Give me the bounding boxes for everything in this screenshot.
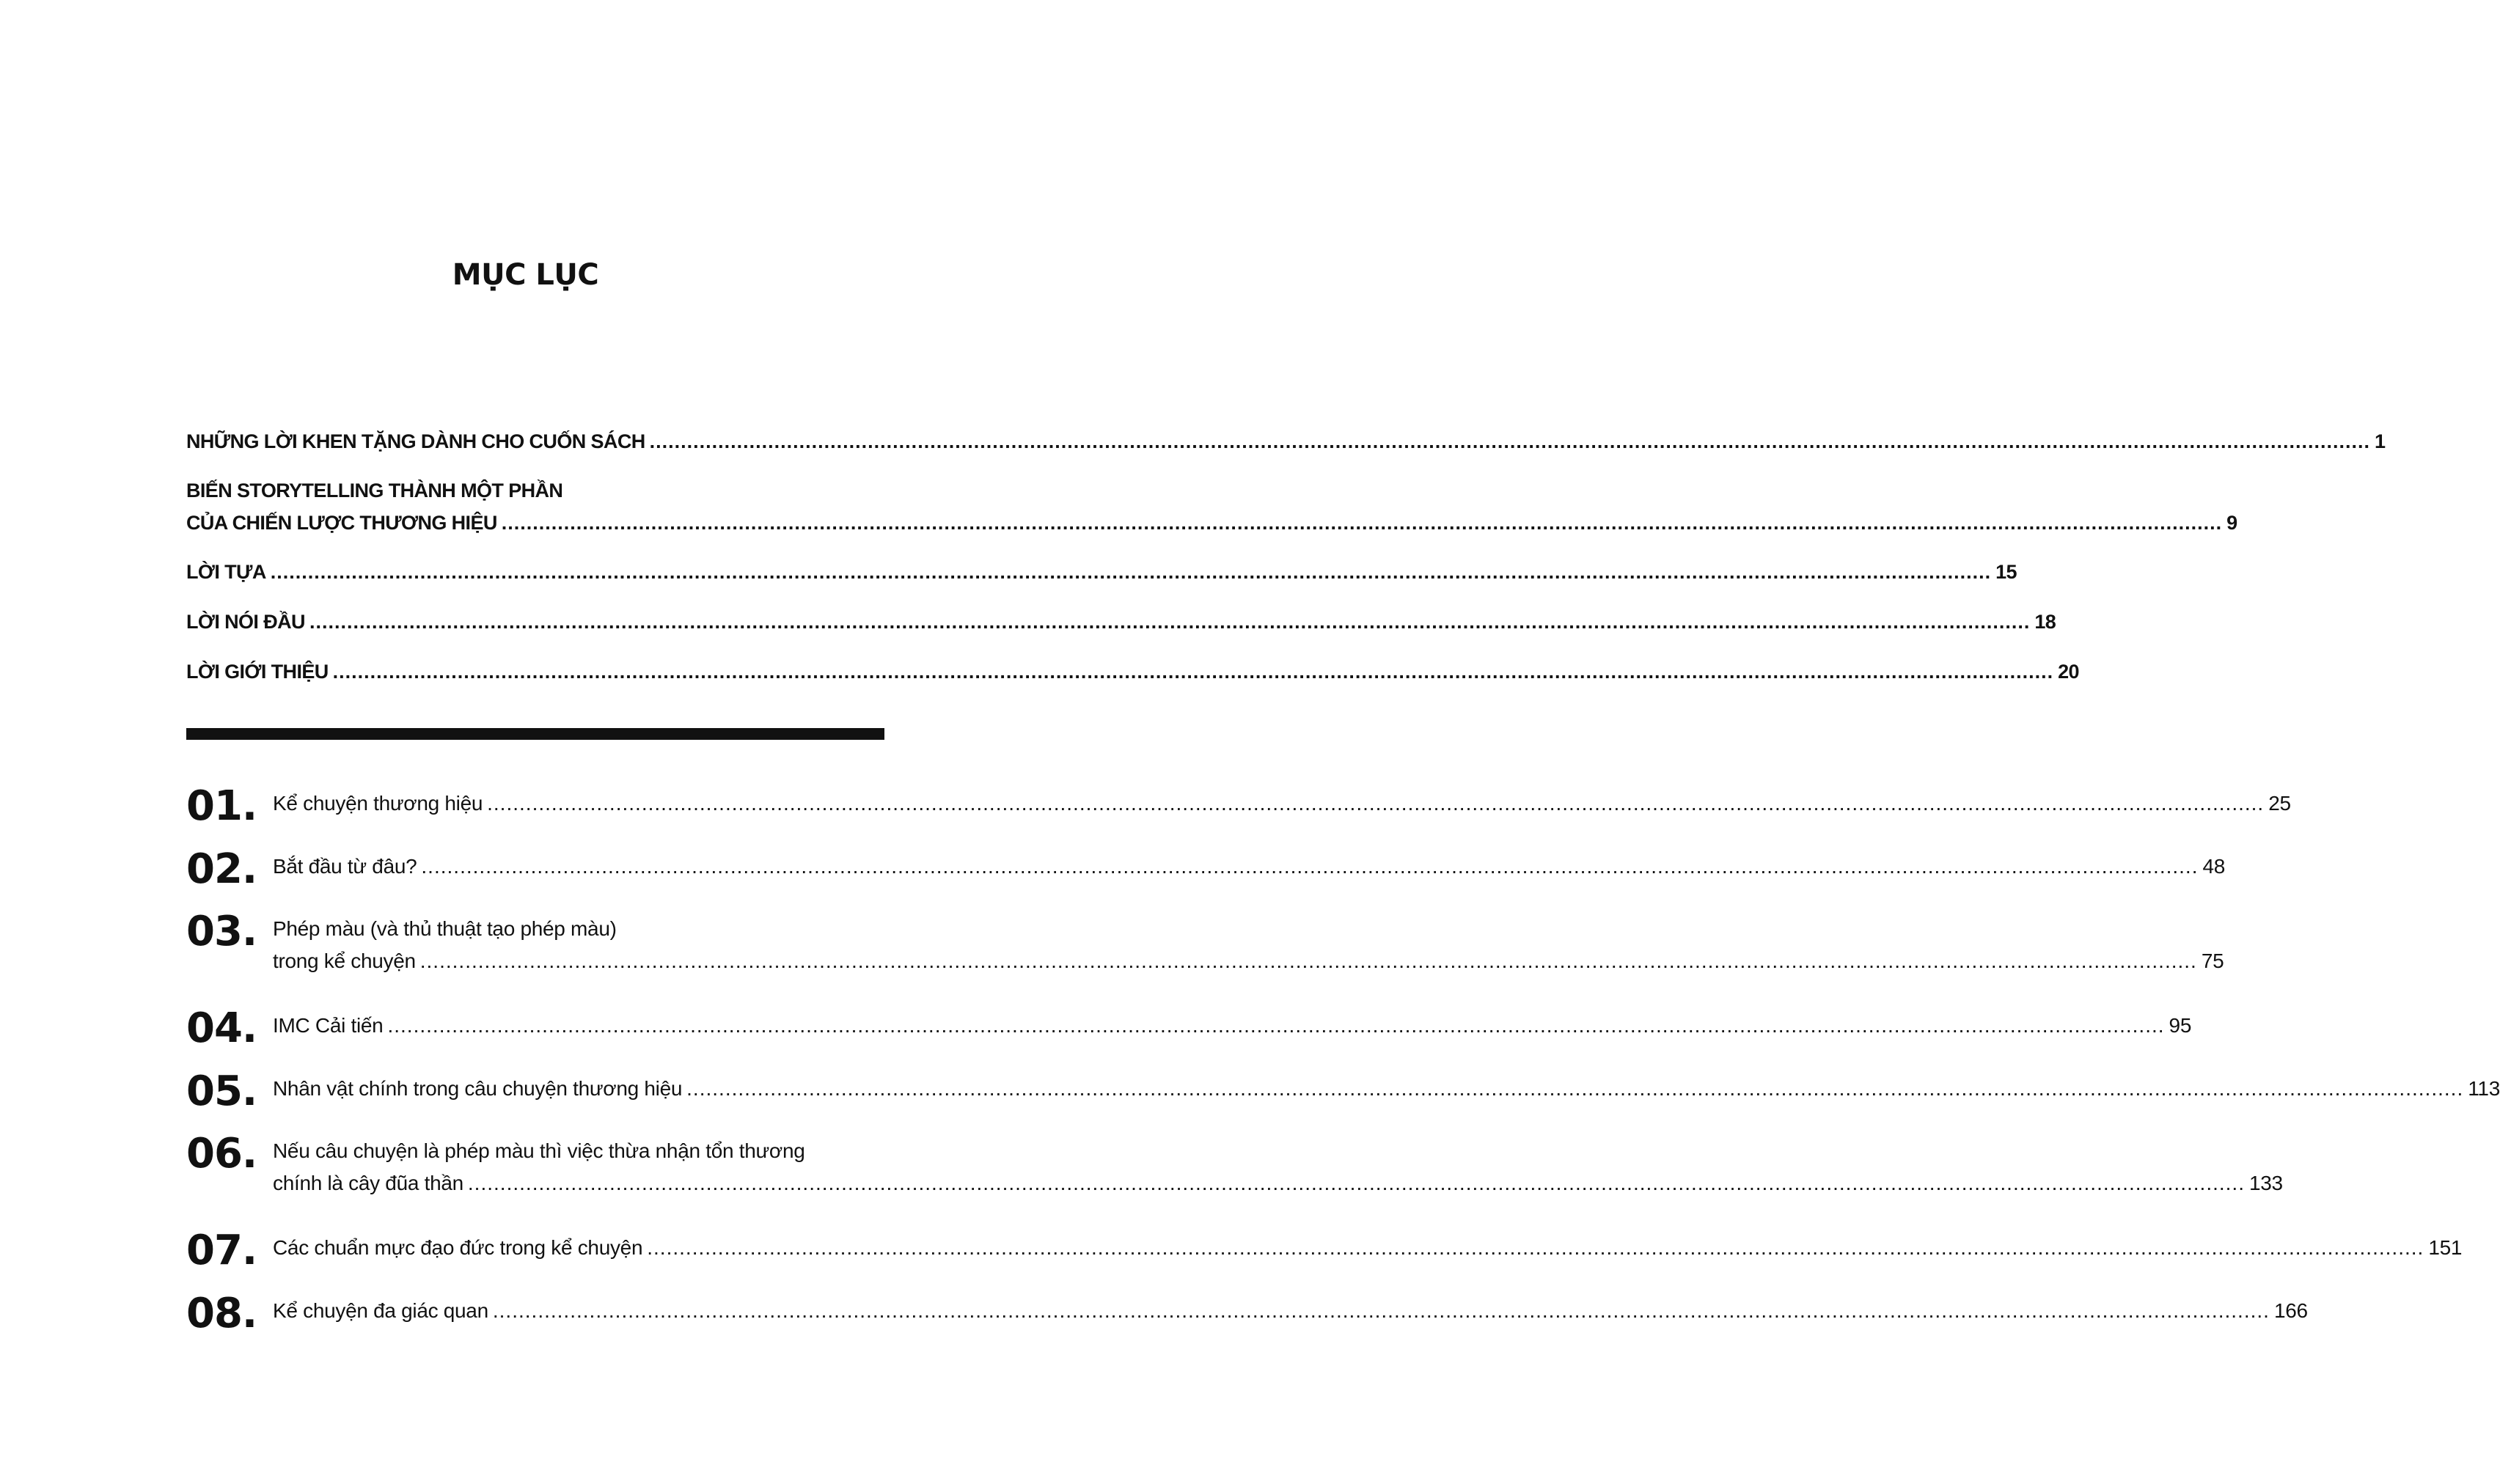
page-number: 95 — [2169, 1014, 2192, 1037]
entry-title: NHỮNG LỜI KHEN TẶNG DÀNH CHO CUỐN SÁCH — [186, 430, 645, 452]
page-number: 1 — [2375, 430, 2386, 452]
chapter-title: Phép màu (và thủ thuật tạo phép màu) — [273, 917, 617, 940]
page-number: 15 — [1995, 561, 2017, 583]
page-number: 133 — [2249, 1172, 2283, 1194]
toc-chapter-entry[interactable] — [186, 1290, 2308, 1337]
chapter-number: 01. — [186, 782, 257, 830]
section-divider — [186, 728, 884, 740]
chapter-title: Nếu câu chuyện là phép màu thì việc thừa nhận tổn thương — [273, 1139, 805, 1162]
chapter-title: Nhân vật chính trong câu chuyện thương hiệu — [273, 1077, 683, 1100]
chapter-number: 02. — [186, 845, 257, 893]
chapter-title: IMC Cải tiến — [273, 1014, 384, 1037]
chapter-title-continued: trong kể chuyện — [273, 949, 416, 972]
chapter-number: 07. — [186, 1227, 257, 1274]
chapter-title: Bắt đầu từ đâu? — [273, 855, 417, 878]
chapter-number: 04. — [186, 1004, 257, 1052]
entry-title: LỜI NÓI ĐẦU — [186, 611, 305, 633]
toc-front-entry[interactable] — [186, 606, 2056, 638]
toc-chapter-entry[interactable] — [186, 782, 2291, 830]
dot-leader — [420, 945, 2197, 977]
page-number: 25 — [2268, 792, 2291, 815]
dot-leader — [647, 1232, 2424, 1264]
chapter-number: 03. — [186, 908, 257, 955]
page-number: 113 — [2468, 1077, 2500, 1100]
toc-front-entry[interactable] — [186, 655, 2079, 688]
dot-leader — [493, 1295, 2270, 1327]
page-number: 48 — [2202, 855, 2226, 878]
toc-front-entry[interactable] — [186, 556, 2017, 588]
chapter-title: Các chuẩn mực đạo đức trong kể chuyện — [273, 1236, 643, 1259]
dot-leader — [271, 556, 1991, 588]
chapter-title: Kể chuyện thương hiệu — [273, 792, 483, 815]
chapter-number: 06. — [186, 1130, 257, 1178]
toc-chapter-entry[interactable] — [186, 1130, 2283, 1200]
toc-chapter-entry[interactable] — [186, 1004, 2192, 1052]
toc-chapter-entry[interactable] — [186, 1068, 2500, 1115]
toc-front-entry[interactable] — [186, 425, 2386, 458]
dot-leader — [333, 655, 2053, 688]
entry-title-continued: CỦA CHIẾN LƯỢC THƯƠNG HIỆU — [186, 512, 497, 534]
dot-leader — [650, 425, 2370, 458]
page-number: 9 — [2226, 512, 2237, 534]
dot-leader — [686, 1073, 2463, 1105]
dot-leader — [502, 507, 2222, 539]
chapter-title-continued: chính là cây đũa thần — [273, 1172, 463, 1194]
dot-leader — [468, 1167, 2245, 1200]
toc-chapter-entry[interactable] — [186, 908, 2224, 977]
entry-title: BIẾN STORYTELLING THÀNH MỘT PHẦN — [186, 480, 563, 502]
dot-leader — [421, 851, 2198, 883]
page-number: 18 — [2034, 611, 2056, 633]
entry-title: LỜI TỰA — [186, 561, 266, 583]
toc-chapter-entry[interactable] — [186, 845, 2226, 893]
page-title: MỤC LỤC — [452, 258, 599, 292]
dot-leader — [387, 1010, 2164, 1042]
chapter-number: 08. — [186, 1290, 257, 1337]
page-number: 20 — [2058, 661, 2079, 683]
chapter-title: Kể chuyện đa giác quan — [273, 1299, 488, 1322]
toc-chapter-entry[interactable] — [186, 1227, 2463, 1274]
toc-front-entry[interactable] — [186, 474, 2237, 539]
page-number: 151 — [2428, 1236, 2463, 1259]
dot-leader — [309, 606, 2030, 638]
page-number: 166 — [2273, 1299, 2308, 1322]
chapter-number: 05. — [186, 1068, 257, 1115]
page-number: 75 — [2201, 949, 2224, 972]
dot-leader — [487, 787, 2264, 820]
entry-title: LỜI GIỚI THIỆU — [186, 661, 329, 683]
